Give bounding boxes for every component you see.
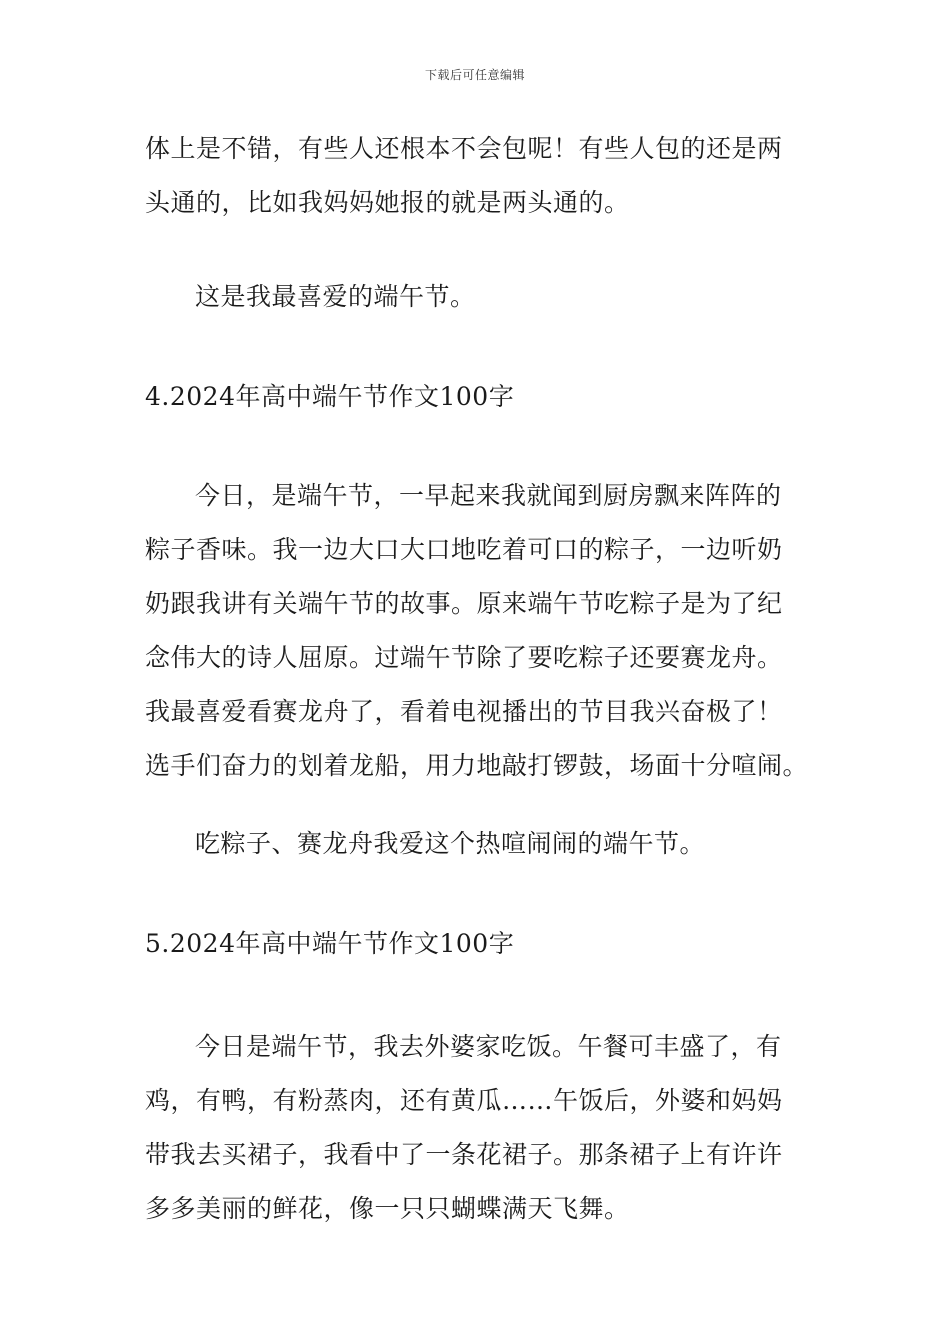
section-heading-5 [145, 917, 810, 971]
paragraph-continuation [145, 122, 810, 230]
section-heading-4 [145, 370, 810, 424]
text-line: 粽子香味。我一边大口大口地吃着可口的粽子，一边听奶 [145, 535, 783, 564]
text-line: 奶跟我讲有关端午节的故事。原来端午节吃粽子是为了纪 [145, 589, 783, 618]
text-line: 吃粽子、赛龙舟我爱这个热喧闹闹的端午节。 [195, 829, 706, 858]
text-line: 头通的，比如我妈妈她报的就是两头通的。 [145, 188, 630, 217]
text-line: 这是我最喜爱的端午节。 [195, 282, 476, 311]
heading-text: 4.2024年高中端午节作文100字 [145, 382, 515, 411]
paragraph-essay-4 [145, 469, 810, 793]
text-line: 体上是不错，有些人还根本不会包呢！有些人包的还是两 [145, 134, 783, 163]
page-header: 下载后可任意编辑 [424, 68, 525, 82]
paragraph-essay-5 [145, 1020, 810, 1236]
text-line: 今日，是端午节，一早起来我就闻到厨房飘来阵阵的 [195, 481, 782, 510]
text-line: 鸡，有鸭，有粉蒸肉，还有黄瓜……午饭后，外婆和妈妈 [145, 1086, 783, 1115]
paragraph-closing-1 [145, 270, 810, 324]
text-line: 选手们奋力的划着龙船，用力地敲打锣鼓，场面十分喧闹。 [145, 751, 809, 780]
text-line: 多多美丽的鲜花，像一只只蝴蝶满天飞舞。 [145, 1194, 630, 1223]
text-line: 带我去买裙子，我看中了一条花裙子。那条裙子上有许许 [145, 1140, 783, 1169]
text-line: 念伟大的诗人屈原。过端午节除了要吃粽子还要赛龙舟。 [145, 643, 783, 672]
paragraph-closing-4 [145, 817, 810, 871]
text-line: 今日是端午节，我去外婆家吃饭。午餐可丰盛了，有 [195, 1032, 782, 1061]
heading-text: 5.2024年高中端午节作文100字 [145, 929, 515, 958]
text-line: 我最喜爱看赛龙舟了，看着电视播出的节目我兴奋极了！ [145, 697, 783, 726]
